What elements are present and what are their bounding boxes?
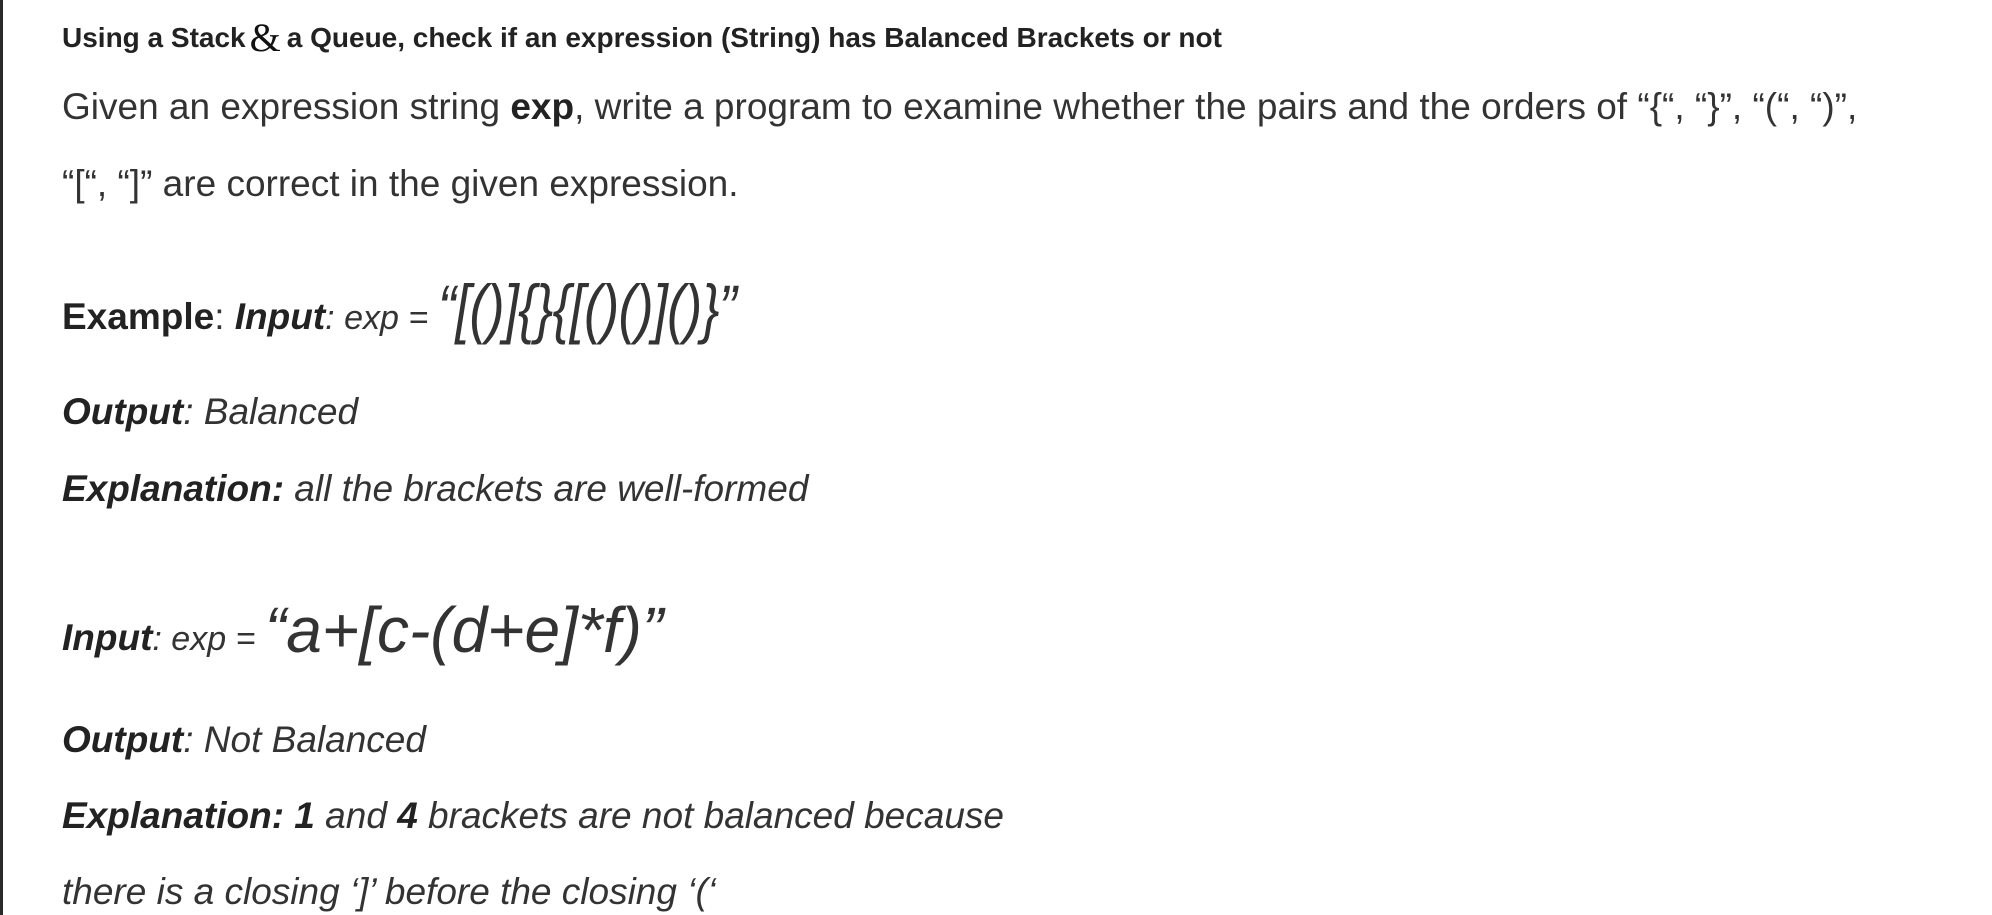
example2-explanation-line-2: [62, 873, 716, 910]
example1-explanation-label: Explanation:: [62, 468, 285, 509]
example2-explanation-rest: brackets are not balanced because: [417, 795, 1004, 836]
intro-text-end: , write a program to examine whether the pairs and the orders of “{“, “}”, “(“, “)”,: [574, 86, 1858, 127]
intro-text-start: Given an expression string: [62, 86, 511, 127]
intro-exp-keyword: exp: [510, 86, 575, 127]
example2-explanation-line-2-text: there is a closing ‘]’ before the closing ‘(‘: [62, 871, 717, 912]
example2-expression: “a+[c-(d+e]*f)”: [264, 594, 664, 666]
example2-explanation-line: [62, 797, 1004, 834]
example-label: Example: [62, 296, 215, 337]
example-colon: :: [214, 296, 235, 337]
example1-output-value: : Balanced: [183, 391, 359, 432]
example2-explanation-num2: 4: [397, 795, 418, 836]
example1-output-label: Output: [62, 391, 184, 432]
example1-expression: “[()]{}{[()()]()}”: [437, 271, 736, 345]
example1-explanation-text: all the brackets are well-formed: [284, 468, 809, 509]
example1-input-line: [62, 271, 801, 345]
example2-explanation-mid: and: [314, 795, 398, 836]
heading-ampersand: &: [249, 15, 281, 60]
left-margin-rule: [0, 0, 3, 915]
intro-line-1: [62, 88, 1857, 125]
intro-line-2: [62, 165, 739, 202]
page-heading: [62, 15, 1222, 60]
example1-input-label: Input: [234, 296, 326, 337]
example1-output-line: [62, 393, 358, 430]
example2-input-label: Input: [62, 617, 153, 658]
example2-explanation-num1: 1: [284, 795, 315, 836]
intro-line-2-text: “[“, “]” are correct in the given expression.: [62, 163, 739, 204]
heading-part-2: a Queue, check if an expression (String) has Balanced Brackets or not: [286, 22, 1222, 53]
example2-input-line: [62, 594, 664, 666]
example2-output-label: Output: [62, 719, 184, 760]
example1-exp-prefix: : exp =: [325, 299, 438, 337]
example2-output-line: [62, 721, 426, 758]
example2-output-value: : Not Balanced: [183, 719, 426, 760]
example2-explanation-label: Explanation:: [62, 795, 285, 836]
heading-part-1: Using a Stack: [62, 22, 246, 53]
example2-exp-prefix: : exp =: [152, 620, 265, 658]
example1-explanation-line: [62, 470, 808, 507]
